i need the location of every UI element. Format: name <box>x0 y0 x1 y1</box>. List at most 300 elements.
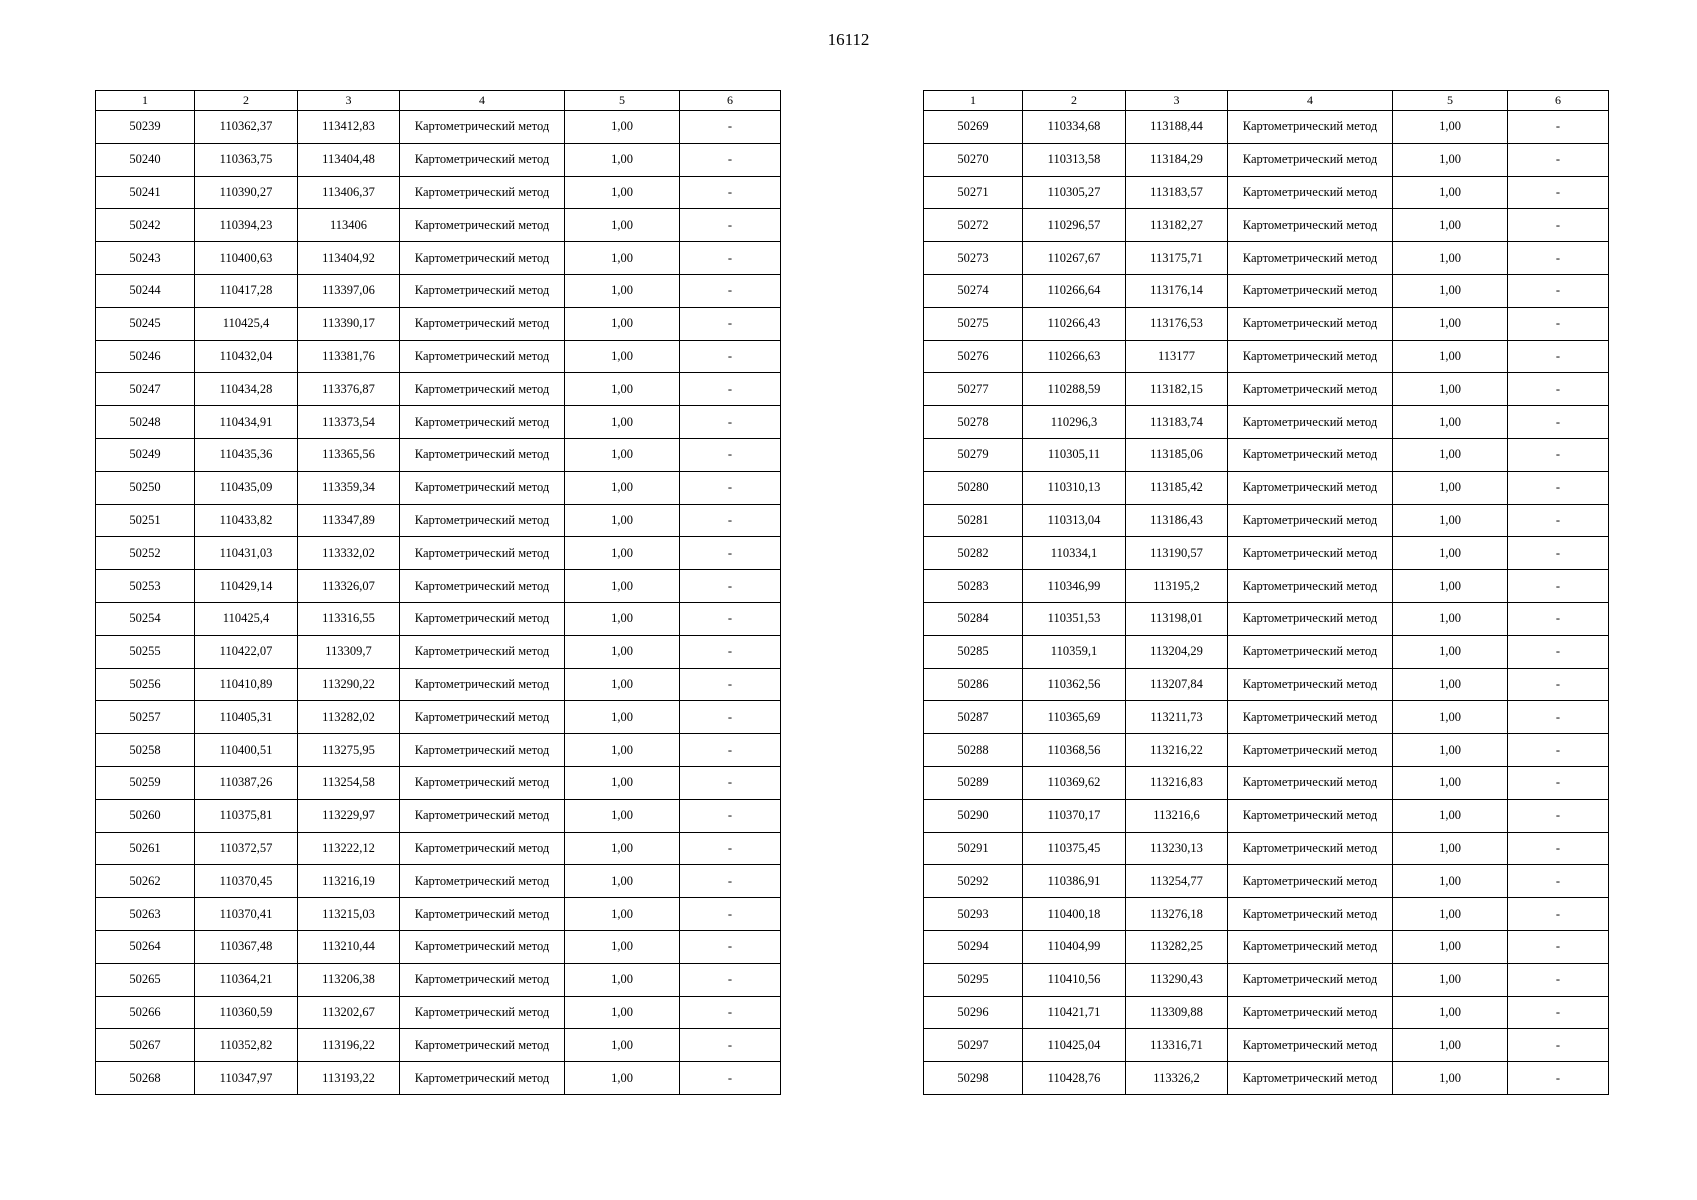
table-row <box>924 242 1609 275</box>
y-coordinate-cell: 113282,02 <box>298 701 400 734</box>
table-row <box>924 471 1609 504</box>
y-coordinate-cell: 113204,29 <box>1126 635 1228 668</box>
x-coordinate-cell: 110305,27 <box>1023 176 1126 209</box>
y-coordinate-cell: 113373,54 <box>298 406 400 439</box>
x-coordinate-cell: 110400,18 <box>1023 898 1126 931</box>
table-row <box>924 865 1609 898</box>
point-number-cell: 50252 <box>96 537 195 570</box>
accuracy-cell: 1,00 <box>1393 373 1508 406</box>
y-coordinate-cell: 113198,01 <box>1126 602 1228 635</box>
y-coordinate-cell: 113290,22 <box>298 668 400 701</box>
table-row <box>96 406 781 439</box>
y-coordinate-cell: 113222,12 <box>298 832 400 865</box>
point-number-cell: 50277 <box>924 373 1023 406</box>
method-cell: Картометрический метод <box>1228 734 1393 767</box>
note-cell: - <box>680 274 781 307</box>
point-number-cell: 50272 <box>924 209 1023 242</box>
y-coordinate-cell: 113195,2 <box>1126 570 1228 603</box>
y-coordinate-cell: 113216,83 <box>1126 766 1228 799</box>
point-number-cell: 50281 <box>924 504 1023 537</box>
accuracy-cell: 1,00 <box>565 274 680 307</box>
y-coordinate-cell: 113185,42 <box>1126 471 1228 504</box>
y-coordinate-cell: 113183,74 <box>1126 406 1228 439</box>
table-row <box>96 734 781 767</box>
point-number-cell: 50284 <box>924 602 1023 635</box>
y-coordinate-cell: 113332,02 <box>298 537 400 570</box>
table-row <box>924 1062 1609 1095</box>
accuracy-cell: 1,00 <box>565 734 680 767</box>
note-cell: - <box>1508 602 1609 635</box>
table-row <box>96 766 781 799</box>
method-cell: Картометрический метод <box>1228 340 1393 373</box>
point-number-cell: 50240 <box>96 143 195 176</box>
method-cell: Картометрический метод <box>1228 438 1393 471</box>
method-cell: Картометрический метод <box>1228 963 1393 996</box>
column-header: 6 <box>680 91 781 111</box>
accuracy-cell: 1,00 <box>565 635 680 668</box>
method-cell: Картометрический метод <box>400 898 565 931</box>
point-number-cell: 50279 <box>924 438 1023 471</box>
accuracy-cell: 1,00 <box>1393 701 1508 734</box>
method-cell: Картометрический метод <box>400 143 565 176</box>
x-coordinate-cell: 110266,63 <box>1023 340 1126 373</box>
y-coordinate-cell: 113275,95 <box>298 734 400 767</box>
method-cell: Картометрический метод <box>1228 373 1393 406</box>
method-cell: Картометрический метод <box>400 1029 565 1062</box>
note-cell: - <box>680 242 781 275</box>
y-coordinate-cell: 113347,89 <box>298 504 400 537</box>
method-cell: Картометрический метод <box>400 438 565 471</box>
point-number-cell: 50245 <box>96 307 195 340</box>
y-coordinate-cell: 113184,29 <box>1126 143 1228 176</box>
x-coordinate-cell: 110435,09 <box>195 471 298 504</box>
table-row <box>96 176 781 209</box>
accuracy-cell: 1,00 <box>1393 143 1508 176</box>
note-cell: - <box>1508 438 1609 471</box>
column-header: 6 <box>1508 91 1609 111</box>
coordinates-table-right <box>923 90 1609 1095</box>
method-cell: Картометрический метод <box>400 373 565 406</box>
method-cell: Картометрический метод <box>1228 865 1393 898</box>
accuracy-cell: 1,00 <box>1393 570 1508 603</box>
accuracy-cell: 1,00 <box>1393 602 1508 635</box>
note-cell: - <box>1508 274 1609 307</box>
x-coordinate-cell: 110296,3 <box>1023 406 1126 439</box>
x-coordinate-cell: 110405,31 <box>195 701 298 734</box>
method-cell: Картометрический метод <box>1228 471 1393 504</box>
x-coordinate-cell: 110288,59 <box>1023 373 1126 406</box>
note-cell: - <box>680 537 781 570</box>
x-coordinate-cell: 110425,04 <box>1023 1029 1126 1062</box>
note-cell: - <box>1508 504 1609 537</box>
accuracy-cell: 1,00 <box>1393 471 1508 504</box>
note-cell: - <box>680 1062 781 1095</box>
x-coordinate-cell: 110375,81 <box>195 799 298 832</box>
x-coordinate-cell: 110429,14 <box>195 570 298 603</box>
x-coordinate-cell: 110394,23 <box>195 209 298 242</box>
method-cell: Картометрический метод <box>400 1062 565 1095</box>
point-number-cell: 50244 <box>96 274 195 307</box>
method-cell: Картометрический метод <box>1228 898 1393 931</box>
note-cell: - <box>1508 668 1609 701</box>
table-row <box>924 143 1609 176</box>
table-row <box>96 1062 781 1095</box>
y-coordinate-cell: 113186,43 <box>1126 504 1228 537</box>
accuracy-cell: 1,00 <box>565 373 680 406</box>
accuracy-cell: 1,00 <box>565 143 680 176</box>
table-row <box>96 307 781 340</box>
x-coordinate-cell: 110387,26 <box>195 766 298 799</box>
method-cell: Картометрический метод <box>400 734 565 767</box>
method-cell: Картометрический метод <box>400 799 565 832</box>
method-cell: Картометрический метод <box>400 537 565 570</box>
accuracy-cell: 1,00 <box>565 537 680 570</box>
column-header: 5 <box>565 91 680 111</box>
point-number-cell: 50257 <box>96 701 195 734</box>
method-cell: Картометрический метод <box>1228 799 1393 832</box>
method-cell: Картометрический метод <box>400 602 565 635</box>
point-number-cell: 50255 <box>96 635 195 668</box>
point-number-cell: 50269 <box>924 111 1023 144</box>
note-cell: - <box>680 307 781 340</box>
accuracy-cell: 1,00 <box>565 340 680 373</box>
x-coordinate-cell: 110410,89 <box>195 668 298 701</box>
note-cell: - <box>680 471 781 504</box>
x-coordinate-cell: 110434,28 <box>195 373 298 406</box>
table-row <box>96 1029 781 1062</box>
y-coordinate-cell: 113177 <box>1126 340 1228 373</box>
y-coordinate-cell: 113316,71 <box>1126 1029 1228 1062</box>
accuracy-cell: 1,00 <box>1393 340 1508 373</box>
y-coordinate-cell: 113404,48 <box>298 143 400 176</box>
column-header: 1 <box>96 91 195 111</box>
point-number-cell: 50246 <box>96 340 195 373</box>
x-coordinate-cell: 110428,76 <box>1023 1062 1126 1095</box>
method-cell: Картометрический метод <box>1228 602 1393 635</box>
accuracy-cell: 1,00 <box>565 898 680 931</box>
accuracy-cell: 1,00 <box>1393 504 1508 537</box>
point-number-cell: 50248 <box>96 406 195 439</box>
accuracy-cell: 1,00 <box>565 996 680 1029</box>
x-coordinate-cell: 110390,27 <box>195 176 298 209</box>
note-cell: - <box>1508 1062 1609 1095</box>
table-row <box>924 406 1609 439</box>
point-number-cell: 50294 <box>924 930 1023 963</box>
point-number-cell: 50241 <box>96 176 195 209</box>
table-row <box>96 832 781 865</box>
note-cell: - <box>1508 111 1609 144</box>
x-coordinate-cell: 110267,67 <box>1023 242 1126 275</box>
x-coordinate-cell: 110433,82 <box>195 504 298 537</box>
table-row <box>924 963 1609 996</box>
table-row <box>924 340 1609 373</box>
column-header: 1 <box>924 91 1023 111</box>
point-number-cell: 50275 <box>924 307 1023 340</box>
table-row <box>96 668 781 701</box>
x-coordinate-cell: 110313,04 <box>1023 504 1126 537</box>
note-cell: - <box>680 668 781 701</box>
x-coordinate-cell: 110370,17 <box>1023 799 1126 832</box>
y-coordinate-cell: 113182,15 <box>1126 373 1228 406</box>
note-cell: - <box>680 406 781 439</box>
table-row <box>924 274 1609 307</box>
table-row <box>96 996 781 1029</box>
note-cell: - <box>1508 307 1609 340</box>
y-coordinate-cell: 113211,73 <box>1126 701 1228 734</box>
note-cell: - <box>1508 996 1609 1029</box>
method-cell: Картометрический метод <box>400 504 565 537</box>
y-coordinate-cell: 113176,14 <box>1126 274 1228 307</box>
point-number-cell: 50273 <box>924 242 1023 275</box>
note-cell: - <box>680 930 781 963</box>
note-cell: - <box>1508 537 1609 570</box>
point-number-cell: 50270 <box>924 143 1023 176</box>
accuracy-cell: 1,00 <box>565 242 680 275</box>
note-cell: - <box>1508 898 1609 931</box>
accuracy-cell: 1,00 <box>1393 865 1508 898</box>
method-cell: Картометрический метод <box>400 701 565 734</box>
y-coordinate-cell: 113193,22 <box>298 1062 400 1095</box>
accuracy-cell: 1,00 <box>565 307 680 340</box>
note-cell: - <box>680 570 781 603</box>
y-coordinate-cell: 113316,55 <box>298 602 400 635</box>
table-row <box>924 570 1609 603</box>
x-coordinate-cell: 110417,28 <box>195 274 298 307</box>
table-row <box>96 635 781 668</box>
y-coordinate-cell: 113254,77 <box>1126 865 1228 898</box>
y-coordinate-cell: 113182,27 <box>1126 209 1228 242</box>
note-cell: - <box>1508 701 1609 734</box>
accuracy-cell: 1,00 <box>1393 307 1508 340</box>
y-coordinate-cell: 113188,44 <box>1126 111 1228 144</box>
table-row <box>96 143 781 176</box>
y-coordinate-cell: 113359,34 <box>298 471 400 504</box>
method-cell: Картометрический метод <box>400 176 565 209</box>
note-cell: - <box>1508 373 1609 406</box>
table-row <box>924 930 1609 963</box>
point-number-cell: 50262 <box>96 865 195 898</box>
x-coordinate-cell: 110334,1 <box>1023 537 1126 570</box>
table-header-row <box>96 91 781 111</box>
column-header: 2 <box>1023 91 1126 111</box>
note-cell: - <box>680 635 781 668</box>
table-row <box>96 930 781 963</box>
y-coordinate-cell: 113202,67 <box>298 996 400 1029</box>
point-number-cell: 50264 <box>96 930 195 963</box>
x-coordinate-cell: 110351,53 <box>1023 602 1126 635</box>
x-coordinate-cell: 110296,57 <box>1023 209 1126 242</box>
point-number-cell: 50282 <box>924 537 1023 570</box>
y-coordinate-cell: 113309,88 <box>1126 996 1228 1029</box>
table-row <box>924 799 1609 832</box>
accuracy-cell: 1,00 <box>565 930 680 963</box>
table-row <box>96 963 781 996</box>
note-cell: - <box>1508 766 1609 799</box>
note-cell: - <box>680 734 781 767</box>
x-coordinate-cell: 110367,48 <box>195 930 298 963</box>
table-row <box>96 438 781 471</box>
table-row <box>924 832 1609 865</box>
point-number-cell: 50271 <box>924 176 1023 209</box>
note-cell: - <box>680 865 781 898</box>
note-cell: - <box>1508 570 1609 603</box>
method-cell: Картометрический метод <box>400 406 565 439</box>
method-cell: Картометрический метод <box>400 668 565 701</box>
column-header: 5 <box>1393 91 1508 111</box>
x-coordinate-cell: 110434,91 <box>195 406 298 439</box>
method-cell: Картометрический метод <box>1228 111 1393 144</box>
method-cell: Картометрический метод <box>400 111 565 144</box>
accuracy-cell: 1,00 <box>1393 438 1508 471</box>
method-cell: Картометрический метод <box>1228 537 1393 570</box>
point-number-cell: 50260 <box>96 799 195 832</box>
note-cell: - <box>680 176 781 209</box>
y-coordinate-cell: 113207,84 <box>1126 668 1228 701</box>
point-number-cell: 50249 <box>96 438 195 471</box>
x-coordinate-cell: 110365,69 <box>1023 701 1126 734</box>
table-row <box>924 602 1609 635</box>
accuracy-cell: 1,00 <box>1393 1062 1508 1095</box>
method-cell: Картометрический метод <box>400 570 565 603</box>
accuracy-cell: 1,00 <box>1393 635 1508 668</box>
point-number-cell: 50253 <box>96 570 195 603</box>
note-cell: - <box>680 832 781 865</box>
y-coordinate-cell: 113175,71 <box>1126 242 1228 275</box>
accuracy-cell: 1,00 <box>565 504 680 537</box>
note-cell: - <box>1508 734 1609 767</box>
x-coordinate-cell: 110422,07 <box>195 635 298 668</box>
method-cell: Картометрический метод <box>1228 209 1393 242</box>
x-coordinate-cell: 110313,58 <box>1023 143 1126 176</box>
y-coordinate-cell: 113276,18 <box>1126 898 1228 931</box>
point-number-cell: 50243 <box>96 242 195 275</box>
point-number-cell: 50291 <box>924 832 1023 865</box>
accuracy-cell: 1,00 <box>1393 963 1508 996</box>
note-cell: - <box>1508 406 1609 439</box>
method-cell: Картометрический метод <box>400 242 565 275</box>
accuracy-cell: 1,00 <box>1393 766 1508 799</box>
y-coordinate-cell: 113326,07 <box>298 570 400 603</box>
y-coordinate-cell: 113206,38 <box>298 963 400 996</box>
table-row <box>96 209 781 242</box>
method-cell: Картометрический метод <box>400 274 565 307</box>
table-row <box>924 438 1609 471</box>
note-cell: - <box>1508 242 1609 275</box>
x-coordinate-cell: 110425,4 <box>195 307 298 340</box>
point-number-cell: 50267 <box>96 1029 195 1062</box>
table-row <box>924 209 1609 242</box>
method-cell: Картометрический метод <box>1228 1029 1393 1062</box>
table-header-row <box>924 91 1609 111</box>
accuracy-cell: 1,00 <box>565 176 680 209</box>
accuracy-cell: 1,00 <box>1393 898 1508 931</box>
y-coordinate-cell: 113229,97 <box>298 799 400 832</box>
table-row <box>96 111 781 144</box>
note-cell: - <box>680 143 781 176</box>
note-cell: - <box>680 111 781 144</box>
table-row <box>924 996 1609 1029</box>
point-number-cell: 50265 <box>96 963 195 996</box>
x-coordinate-cell: 110352,82 <box>195 1029 298 1062</box>
accuracy-cell: 1,00 <box>1393 734 1508 767</box>
point-number-cell: 50295 <box>924 963 1023 996</box>
table-row <box>96 898 781 931</box>
accuracy-cell: 1,00 <box>565 602 680 635</box>
accuracy-cell: 1,00 <box>565 471 680 504</box>
accuracy-cell: 1,00 <box>565 1029 680 1062</box>
x-coordinate-cell: 110432,04 <box>195 340 298 373</box>
table-row <box>96 602 781 635</box>
method-cell: Картометрический метод <box>1228 242 1393 275</box>
point-number-cell: 50254 <box>96 602 195 635</box>
y-coordinate-cell: 113406,37 <box>298 176 400 209</box>
method-cell: Картометрический метод <box>400 340 565 373</box>
x-coordinate-cell: 110372,57 <box>195 832 298 865</box>
method-cell: Картометрический метод <box>1228 1062 1393 1095</box>
accuracy-cell: 1,00 <box>565 799 680 832</box>
point-number-cell: 50242 <box>96 209 195 242</box>
accuracy-cell: 1,00 <box>565 209 680 242</box>
table-row <box>96 504 781 537</box>
note-cell: - <box>1508 635 1609 668</box>
y-coordinate-cell: 113397,06 <box>298 274 400 307</box>
y-coordinate-cell: 113254,58 <box>298 766 400 799</box>
x-coordinate-cell: 110375,45 <box>1023 832 1126 865</box>
point-number-cell: 50268 <box>96 1062 195 1095</box>
accuracy-cell: 1,00 <box>565 570 680 603</box>
point-number-cell: 50250 <box>96 471 195 504</box>
point-number-cell: 50276 <box>924 340 1023 373</box>
x-coordinate-cell: 110362,37 <box>195 111 298 144</box>
point-number-cell: 50239 <box>96 111 195 144</box>
y-coordinate-cell: 113326,2 <box>1126 1062 1228 1095</box>
accuracy-cell: 1,00 <box>565 701 680 734</box>
x-coordinate-cell: 110359,1 <box>1023 635 1126 668</box>
accuracy-cell: 1,00 <box>1393 111 1508 144</box>
note-cell: - <box>1508 799 1609 832</box>
x-coordinate-cell: 110421,71 <box>1023 996 1126 1029</box>
point-number-cell: 50293 <box>924 898 1023 931</box>
x-coordinate-cell: 110305,11 <box>1023 438 1126 471</box>
note-cell: - <box>1508 1029 1609 1062</box>
x-coordinate-cell: 110425,4 <box>195 602 298 635</box>
table-row <box>96 570 781 603</box>
point-number-cell: 50298 <box>924 1062 1023 1095</box>
method-cell: Картометрический метод <box>1228 668 1393 701</box>
accuracy-cell: 1,00 <box>565 1062 680 1095</box>
accuracy-cell: 1,00 <box>565 668 680 701</box>
accuracy-cell: 1,00 <box>1393 996 1508 1029</box>
point-number-cell: 50251 <box>96 504 195 537</box>
table-row <box>924 635 1609 668</box>
accuracy-cell: 1,00 <box>565 865 680 898</box>
method-cell: Картометрический метод <box>400 307 565 340</box>
note-cell: - <box>680 438 781 471</box>
point-number-cell: 50261 <box>96 832 195 865</box>
accuracy-cell: 1,00 <box>1393 176 1508 209</box>
method-cell: Картометрический метод <box>400 832 565 865</box>
table-row <box>924 537 1609 570</box>
x-coordinate-cell: 110364,21 <box>195 963 298 996</box>
accuracy-cell: 1,00 <box>565 832 680 865</box>
method-cell: Картометрический метод <box>1228 766 1393 799</box>
x-coordinate-cell: 110363,75 <box>195 143 298 176</box>
accuracy-cell: 1,00 <box>565 406 680 439</box>
point-number-cell: 50266 <box>96 996 195 1029</box>
y-coordinate-cell: 113412,83 <box>298 111 400 144</box>
point-number-cell: 50285 <box>924 635 1023 668</box>
method-cell: Картометрический метод <box>400 930 565 963</box>
